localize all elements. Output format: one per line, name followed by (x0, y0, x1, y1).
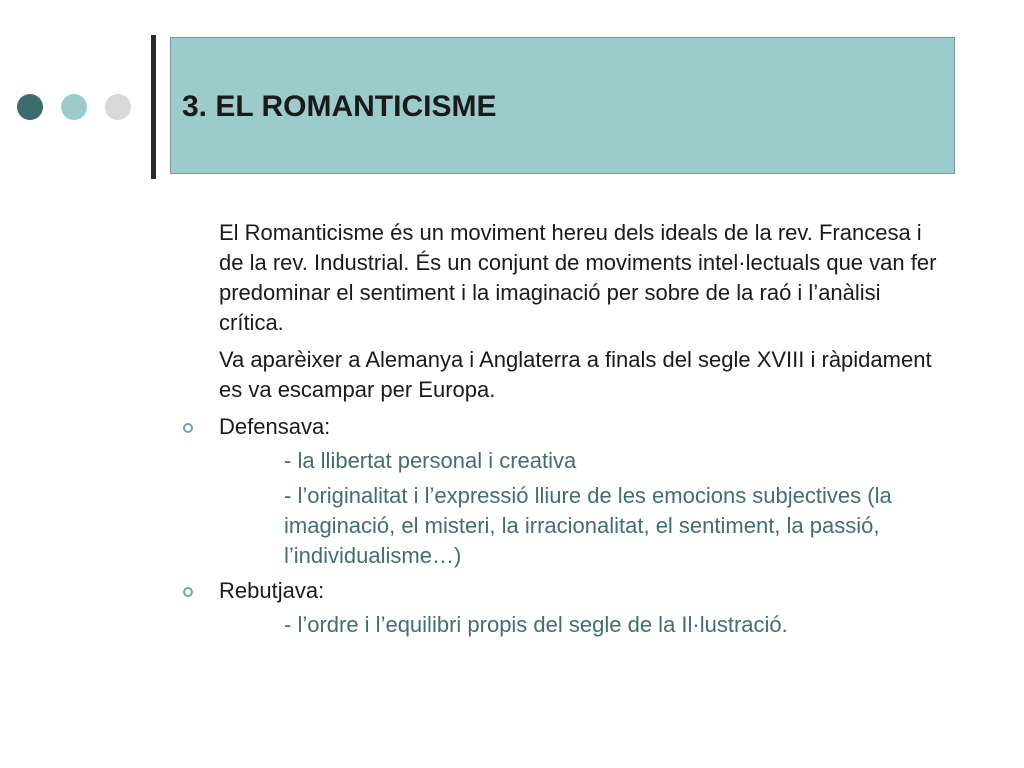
bullet-circle-icon (183, 587, 193, 597)
bullet-circle-icon (183, 423, 193, 433)
title-box (170, 37, 955, 174)
slide-body (219, 218, 939, 645)
decorative-dot-mid (61, 94, 87, 120)
bullet-rebutjava (219, 576, 939, 606)
sub-item: - l’originalitat i l’expressió lliure de les emocions subjectives (la imaginació, el misteri, la irracionalitat, el sentiment, la passió, l’individualisme…) (284, 483, 892, 568)
slide-title: 3. EL ROMANTICISME (182, 90, 497, 123)
decorative-dot-dark (17, 94, 43, 120)
sub-item: - l’ordre i l’equilibri propis del segle de la Il·lustració. (284, 612, 788, 637)
intro-paragraph: El Romanticisme és un moviment hereu dels ideals de la rev. Francesa i de la rev. Industrial. És un conjunt de moviments intel·lectuals que van fer predominar el sentiment i la imaginació per sobre de la raó i l’anàlisi crítica. (219, 220, 937, 335)
bullet-label: Rebutjava: (219, 578, 325, 603)
bullet-defensava (219, 412, 939, 442)
bullet-label: Defensava: (219, 414, 331, 439)
title-accent-bar (151, 35, 156, 179)
decorative-dot-light (105, 94, 131, 120)
sub-item: - la llibertat personal i creativa (284, 448, 577, 473)
origin-paragraph: Va aparèixer a Alemanya i Anglaterra a finals del segle XVIII i ràpidament es va escampar per Europa. (219, 347, 932, 402)
